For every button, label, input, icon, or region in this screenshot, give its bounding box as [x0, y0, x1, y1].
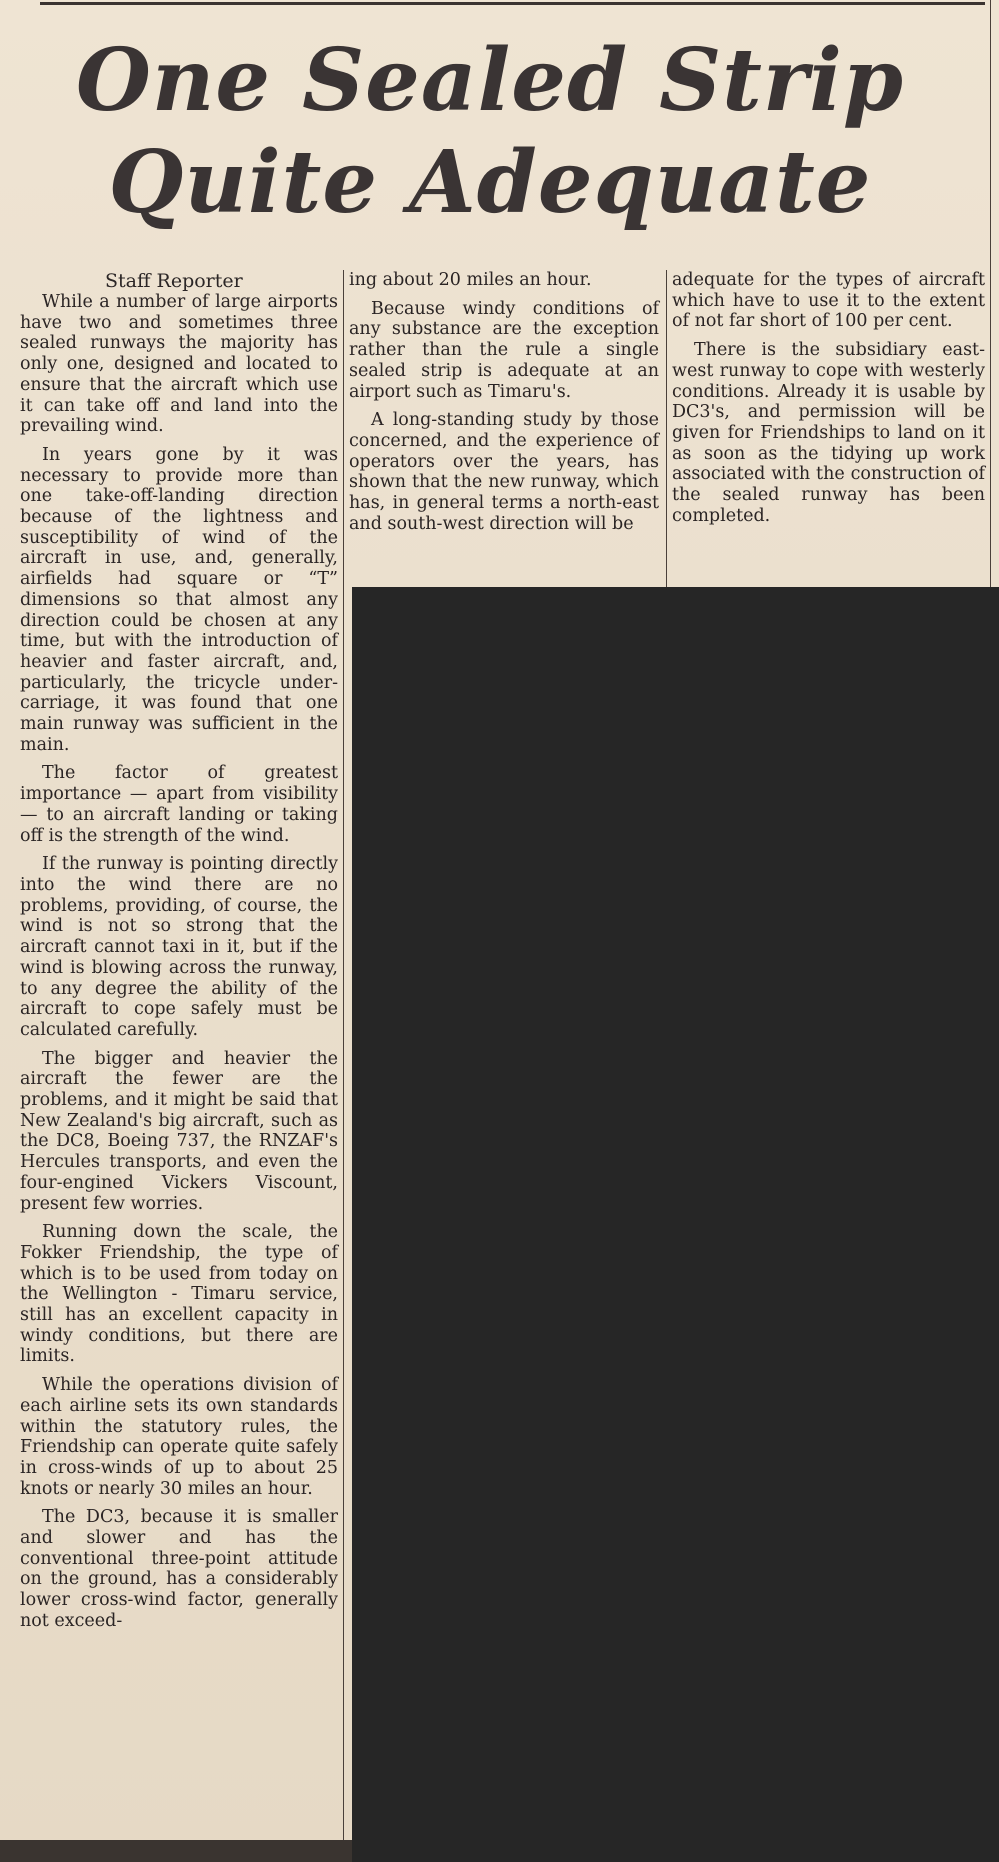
paragraph: While the operations division of each airline sets its own standards within the statutory rules, the Friendship can operate quite safely in cross-winds of up to about 25 knots or nearly 30 miles an hour.	[20, 1375, 338, 1499]
headline-line-2: Quite Adequate	[108, 132, 872, 233]
article-column-3	[672, 270, 985, 534]
paragraph: The bigger and heavier the aircraft the fewer are the problems, and it might be said that New Zealand's big aircraft, such as the DC8, Boeing 737, the RNZAF's Hercules transports, and even the four-engined Vickers Viscount, present few worries.	[20, 1048, 338, 1214]
paragraph: adequate for the types of aircraft which have to use it to the extent of not far short of 100 per cent.	[672, 270, 985, 332]
byline: Staff Reporter	[105, 270, 243, 292]
article-column-2	[349, 270, 659, 542]
paragraph: ing about 20 miles an hour.	[349, 270, 592, 290]
paragraph: While a number of large airports have two and sometimes three sealed runways the majority has only one, designed and located to ensure that the aircraft which use it can take off and land into the prevailing wind.	[20, 292, 338, 437]
paragraph: The factor of greatest importance — apart from visibility — to an aircraft landing or taking off is the strength of the wind.	[20, 763, 338, 846]
paragraph: A long-standing study by those concerned, and the experience of operators over the years, has shown that the new runway, which has, in general terms a north-east and south-west direction will be	[349, 410, 659, 534]
paragraph: Because windy conditions of any substance are the exception rather than the rule a single sealed strip is adequate at an airport such as Timaru's.	[349, 298, 659, 402]
bottom-shadow	[0, 1840, 352, 1862]
headline-line-1: One Sealed Strip	[75, 30, 905, 131]
dark-background-area	[352, 587, 999, 1862]
paragraph: Running down the scale, the Fokker Friendship, the type of which is to be used from today on the Wellington - Timaru service, still has an excellent capacity in windy conditions, but there are limits.	[20, 1222, 338, 1367]
paragraph: If the runway is pointing directly into the wind there are no problems, providing, of course, the wind is not so strong that the aircraft cannot taxi in it, but if the wind is blowing across the runway, to any degree the ability of the aircraft to cope safely must be calculated carefully.	[20, 854, 338, 1040]
headline	[20, 30, 960, 234]
column-divider	[343, 270, 344, 1840]
column-divider	[666, 270, 667, 587]
top-rule	[40, 2, 985, 5]
column-divider	[990, 0, 991, 587]
paragraph: In years gone by it was necessary to provide more than one take-off-landing direction because of the lightness and susceptibility of wind of the aircraft in use, and, generally, airfields had square or “T” dimensions so that almost any direction could be chosen at any time, but with the introduction of heavier and faster aircraft, and, particularly, the tricycle under-carriage, it was found that one main runway was sufficient in the main.	[20, 444, 338, 755]
paragraph: There is the subsidiary east-west runway to cope with westerly conditions. Already it is usable by DC3's, and permission will be given for Friendships to land on it as soon as the tidying up work associated with the construction of the sealed runway has been completed.	[672, 340, 985, 526]
article-column-1	[20, 292, 338, 1640]
paragraph: The DC3, because it is smaller and slower and has the conventional three-point attitude on the ground, has a considerably lower cross-wind factor, generally not exceed-	[20, 1507, 338, 1631]
